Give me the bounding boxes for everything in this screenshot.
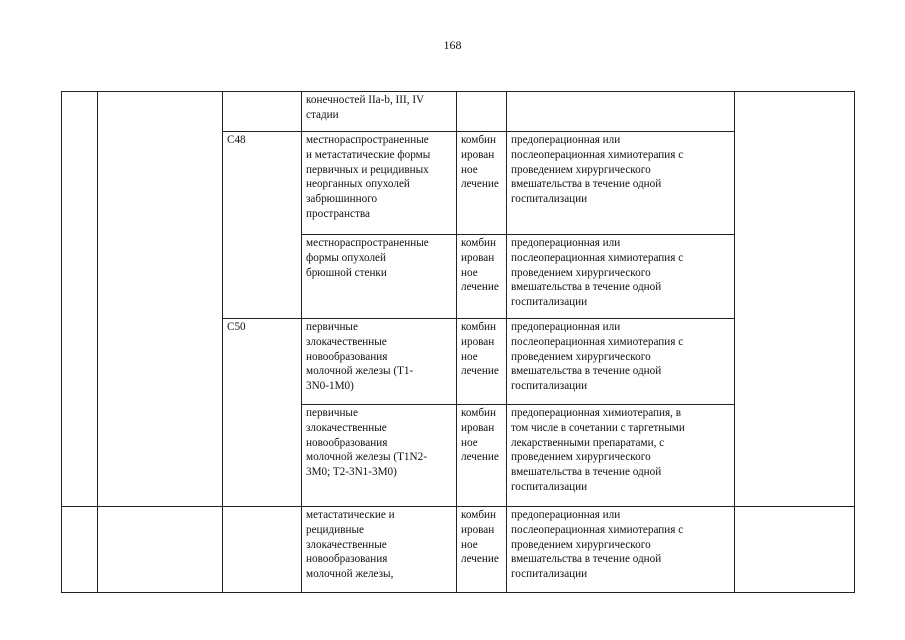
treatment-type-text: комбин ирован ное лечение (461, 237, 499, 294)
icd-code-cell (223, 507, 302, 593)
method-cell (507, 507, 735, 593)
condition-text: первичные злокачественные новообразования молочной железы (T1N2- 3M0; T2-3N1-3M0) (306, 407, 427, 479)
condition-cell (302, 319, 457, 405)
condition-cell (302, 132, 457, 235)
treatment-type-text: комбин ирован ное лечение (461, 134, 499, 191)
condition-cell (302, 405, 457, 507)
method-text: предоперационная или послеоперационная химиотерапия с проведением хирургического вмешательства в течение одной госпитализации (511, 321, 684, 393)
treatment-type-cell (457, 405, 507, 507)
row-number-cell (62, 92, 98, 507)
condition-text: метастатические и рецидивные злокачественные новообразования молочной железы, (306, 509, 395, 581)
treatment-type-text: комбин ирован ное лечение (461, 509, 499, 566)
treatment-type-text: комбин ирован ное лечение (461, 321, 499, 378)
method-cell (507, 235, 735, 319)
condition-text: местнораспространенные и метастатические формы первичных и рецидивных неорганных опухолей забрюшинного пространства (306, 134, 431, 220)
condition-text: первичные злокачественные новообразования молочной железы (T1- 3N0-1M0) (306, 321, 414, 393)
method-cell (507, 319, 735, 405)
condition-cell (302, 92, 457, 132)
treatment-type-cell (457, 235, 507, 319)
treatment-type-cell (457, 132, 507, 235)
table-row (62, 507, 855, 593)
row-number-cell (62, 507, 98, 593)
method-text: предоперационная или послеоперационная химиотерапия с проведением хирургического вмешательства в течение одной госпитализации (511, 134, 684, 206)
condition-text: местнораспространенные формы опухолей брюшной стенки (306, 237, 429, 279)
norm-cell (735, 92, 855, 507)
condition-text: конечностей IIa-b, III, IV стадии (306, 94, 425, 121)
method-cell (507, 92, 735, 132)
table-row (62, 92, 855, 132)
icd-code-cell (223, 319, 302, 507)
treatment-type-cell (457, 319, 507, 405)
care-type-cell (98, 92, 223, 507)
method-cell (507, 132, 735, 235)
icd-code: C50 (227, 321, 246, 333)
icd-code: C48 (227, 134, 246, 146)
care-type-cell (98, 507, 223, 593)
method-cell (507, 405, 735, 507)
condition-cell (302, 235, 457, 319)
icd-code-cell (223, 92, 302, 132)
treatment-type-text: комбин ирован ное лечение (461, 407, 499, 464)
method-text: предоперационная или послеоперационная химиотерапия с проведением хирургического вмешательства в течение одной госпитализации (511, 509, 684, 581)
method-text: предоперационная химиотерапия, в том числе в сочетании с таргетными лекарственными препаратами, с проведением хирургического вмешательства в течение одной госпитализации (511, 407, 685, 493)
icd-code-cell (223, 132, 302, 319)
treatment-type-cell (457, 92, 507, 132)
norm-cell (735, 507, 855, 593)
treatment-table (61, 91, 855, 593)
page-number: 168 (443, 38, 462, 52)
condition-cell (302, 507, 457, 593)
treatment-type-cell (457, 507, 507, 593)
method-text: предоперационная или послеоперационная химиотерапия с проведением хирургического вмешательства в течение одной госпитализации (511, 237, 684, 309)
